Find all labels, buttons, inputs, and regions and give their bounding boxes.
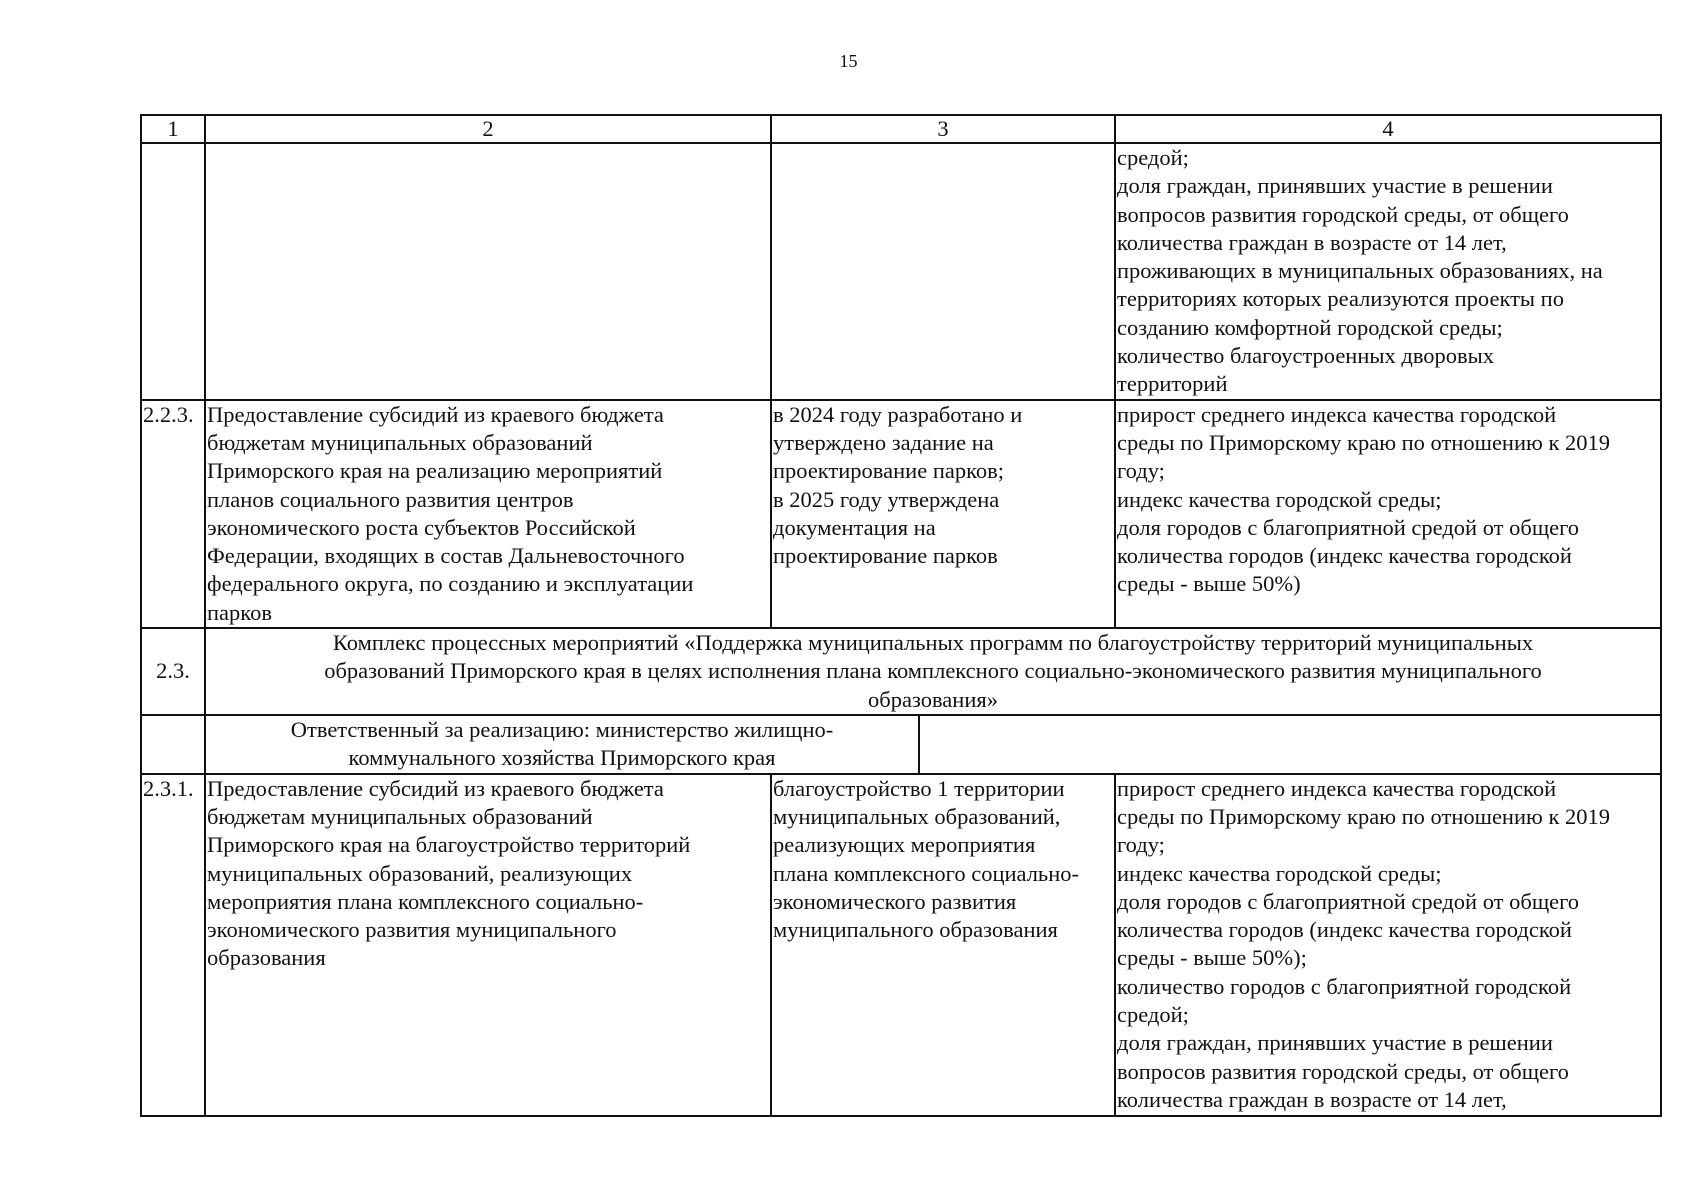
page-number: 15 — [839, 51, 858, 71]
row-2-3-1-indicators-line: количества граждан в возрасте от 14 лет, — [1117, 1086, 1507, 1112]
row-2-2-3-description-line: Федерации, входящих в состав Дальневосточного — [207, 543, 685, 569]
row-2-2-3-result-line: в 2024 году разработано и — [773, 401, 1023, 427]
responsible-text-line: коммунального хозяйства Приморского края — [348, 745, 776, 771]
row-2-3-1-description-line: экономического развития муниципального — [207, 917, 617, 943]
responsible-empty — [919, 716, 1660, 773]
row-2-2-3-result-line: проектирование парков; — [773, 458, 1005, 484]
table-header-row — [141, 115, 1661, 143]
row-2-3-1-indicators-line: среды по Приморскому краю по отношению к 2019 — [1117, 803, 1611, 829]
row-2-2-3-result-line: в 2025 году утверждена — [773, 486, 1000, 512]
row-2-3-section-title-line: образований Приморского края в целях исполнения плана комплексного социально-экономического развития муниципального — [324, 658, 1542, 684]
row-2-3-1-description-line: бюджетам муниципальных образований — [207, 803, 593, 829]
row-continuation-col4-line: количества граждан в возрасте от 14 лет, — [1117, 229, 1507, 255]
table-row-2-3-1 — [141, 774, 1661, 1116]
row-2-3-1-indicators-line: доля городов с благоприятной средой от общего — [1117, 888, 1580, 914]
row-2-3-1-number: 2.3.1. — [141, 774, 205, 1116]
row-2-3-1-indicators-line: прирост среднего индекса качества городской — [1117, 775, 1557, 801]
row-2-2-3-description-line: планов социального развития центров — [207, 486, 574, 512]
row-2-2-3-result — [771, 400, 1115, 628]
table-row-continuation — [141, 143, 1661, 400]
row-2-2-3-indicators-line: доля городов с благоприятной средой от общего — [1117, 514, 1580, 540]
table-row-2-2-3 — [141, 400, 1661, 628]
row-2-2-3-result-line: утверждено задание на — [773, 429, 994, 455]
table-row-responsible — [141, 715, 1661, 774]
row-2-2-3-description-line: экономического роста субъектов Российской — [207, 514, 636, 540]
row-2-3-1-result-line: благоустройство 1 территории — [773, 775, 1065, 801]
row-continuation-col4 — [1115, 143, 1661, 400]
row-2-3-number: 2.3. — [141, 628, 205, 715]
row-2-3-1-description-line: Предоставление субсидий из краевого бюджета — [207, 775, 664, 801]
row-2-3-1-description-line: муниципальных образований, реализующих — [207, 860, 633, 886]
row-continuation-col4-line: территорий — [1117, 371, 1228, 397]
row-2-3-1-result-line: муниципальных образований, — [773, 803, 1061, 829]
row-2-2-3-result-line: документация на — [773, 514, 936, 540]
row-continuation-col4-line: вопросов развития городской среды, от общего — [1117, 201, 1569, 227]
row-2-2-3-description-line: бюджетам муниципальных образований — [207, 429, 593, 455]
row-responsible-cell — [205, 715, 1661, 774]
row-2-2-3-indicators-line: прирост среднего индекса качества городской — [1117, 401, 1557, 427]
row-responsible-number — [141, 715, 205, 774]
row-continuation-col4-line: количество благоустроенных дворовых — [1117, 343, 1495, 369]
row-2-3-1-indicators-line: индекс качества городской среды; — [1117, 860, 1442, 886]
row-2-3-1-result-line: экономического развития — [773, 888, 1017, 914]
row-2-2-3-indicators-line: среды - выше 50%) — [1117, 571, 1301, 597]
row-continuation-col4-line: созданию комфортной городской среды; — [1117, 314, 1503, 340]
row-2-3-1-result-line: плана комплексного социально- — [773, 860, 1079, 886]
row-2-3-1-result-line: реализующих мероприятия — [773, 832, 1036, 858]
row-2-2-3-indicators-line: количества городов (индекс качества городской — [1117, 543, 1572, 569]
row-continuation-col4-line: территориях которых реализуются проекты по — [1117, 286, 1564, 312]
plan-table — [140, 114, 1662, 1117]
row-continuation-col3 — [771, 143, 1115, 400]
row-2-3-1-description-line: образования — [207, 945, 326, 971]
row-2-3-1-description-line: Приморского края на благоустройство территорий — [207, 832, 691, 858]
row-2-3-1-indicators-line: средой; — [1117, 1002, 1189, 1028]
header-col-3: 3 — [771, 115, 1115, 143]
responsible-inner-table — [206, 716, 1660, 773]
header-col-4: 4 — [1115, 115, 1661, 143]
row-2-2-3-result-line: проектирование парков — [773, 543, 998, 569]
row-2-2-3-indicators-line: среды по Приморскому краю по отношению к 2019 — [1117, 429, 1611, 455]
row-continuation-col2 — [205, 143, 771, 400]
responsible-text-line: Ответственный за реализацию: министерство жилищно- — [290, 717, 834, 743]
responsible-text — [206, 716, 919, 773]
row-2-3-1-indicators-line: доля граждан, принявших участие в решении — [1117, 1030, 1553, 1056]
row-2-3-section-title-line: образования» — [868, 686, 998, 712]
row-continuation-col4-line: проживающих в муниципальных образованиях, на — [1117, 258, 1603, 284]
row-2-3-1-description — [205, 774, 771, 1116]
row-2-2-3-description-line: Приморского края на реализацию мероприятий — [207, 458, 663, 484]
header-col-2: 2 — [205, 115, 771, 143]
row-2-3-1-indicators — [1115, 774, 1661, 1116]
row-2-3-section-title-line: Комплекс процессных мероприятий «Поддержка муниципальных программ по благоустройству территорий муниципальных — [332, 630, 1534, 656]
row-2-3-section-title — [205, 628, 1661, 715]
table-row-2-3 — [141, 628, 1661, 715]
row-2-3-1-indicators-line: году; — [1117, 832, 1165, 858]
row-2-2-3-description-line: Предоставление субсидий из краевого бюджета — [207, 401, 664, 427]
row-2-3-1-result — [771, 774, 1115, 1116]
row-2-2-3-indicators-line: индекс качества городской среды; — [1117, 486, 1442, 512]
row-continuation-col4-line: доля граждан, принявших участие в решении — [1117, 173, 1553, 199]
row-2-2-3-number: 2.2.3. — [141, 400, 205, 628]
row-2-2-3-indicators-line: году; — [1117, 458, 1165, 484]
row-2-3-1-result-line: муниципального образования — [773, 917, 1058, 943]
row-continuation-number — [141, 143, 205, 400]
row-2-3-1-description-line: мероприятия плана комплексного социально- — [207, 888, 644, 914]
row-2-3-1-indicators-line: среды - выше 50%); — [1117, 945, 1307, 971]
row-2-3-1-indicators-line: вопросов развития городской среды, от общего — [1117, 1058, 1569, 1084]
row-2-2-3-description — [205, 400, 771, 628]
row-2-3-1-indicators-line: количество городов с благоприятной городской — [1117, 973, 1572, 999]
row-continuation-col4-line: средой; — [1117, 145, 1189, 170]
row-2-2-3-indicators — [1115, 400, 1661, 628]
row-2-3-1-indicators-line: количества городов (индекс качества городской — [1117, 917, 1572, 943]
header-col-1: 1 — [141, 115, 205, 143]
row-2-2-3-description-line: парков — [207, 599, 272, 625]
row-2-2-3-description-line: федерального округа, по созданию и эксплуатации — [207, 571, 694, 597]
